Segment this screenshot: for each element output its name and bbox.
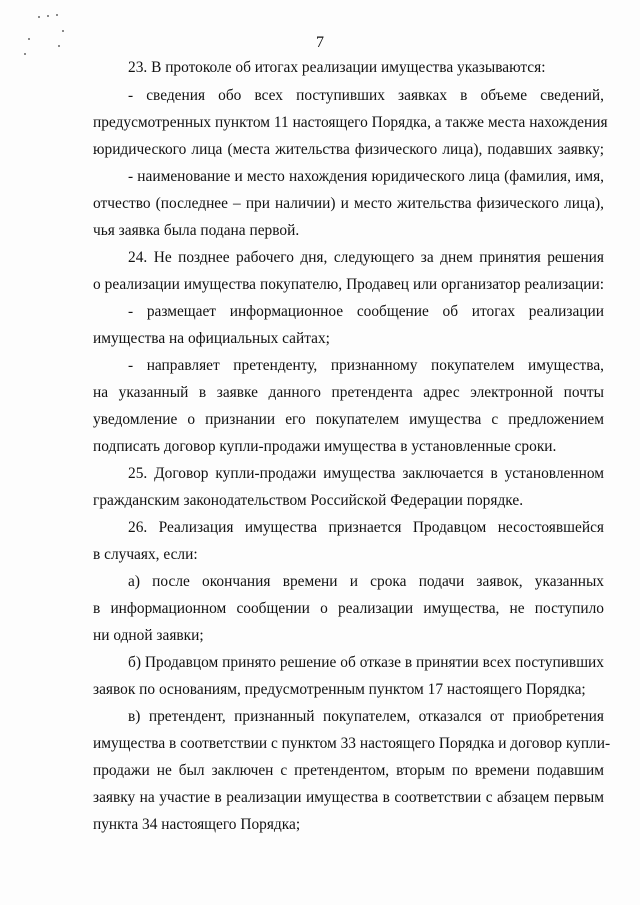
list-item-line: - размещает информационное сообщение об итогах реализации bbox=[128, 303, 604, 320]
paragraph-24-heading: 24. Не позднее рабочего дня, следующего за днем принятия решения bbox=[128, 249, 604, 266]
text-line: на указанный в заявке данного претендента адрес электронной почты bbox=[93, 384, 604, 401]
scan-speck bbox=[56, 14, 58, 16]
text-line: юридического лица (места жительства физического лица), подавших заявку; bbox=[93, 141, 604, 158]
list-item-line: б) Продавцом принято решение об отказе в принятии всех поступивших bbox=[128, 654, 604, 671]
text-line: отчество (последнее – при наличии) и место жительства физического лица), bbox=[93, 195, 604, 212]
text-line: чья заявка была подана первой. bbox=[93, 222, 300, 239]
text-line: имущества в соответствии с пунктом 33 настоящего Порядка и договор купли- bbox=[93, 735, 611, 752]
paragraph-23-heading: 23. В протоколе об итогах реализации имущества указываются: bbox=[128, 59, 546, 76]
text-line: пункта 34 настоящего Порядка; bbox=[93, 816, 301, 833]
list-item-line: в) претендент, признанный покупателем, отказался от приобретения bbox=[128, 708, 604, 725]
text-line: уведомление о признании его покупателем имущества с предложением bbox=[93, 411, 604, 428]
text-line: в случаях, если: bbox=[93, 546, 198, 563]
text-line: продажи не был заключен с претендентом, вторым по времени подавшим bbox=[93, 762, 604, 779]
list-item-line: - наименование и место нахождения юридического лица (фамилия, имя, bbox=[128, 168, 604, 185]
scan-speck bbox=[47, 15, 49, 17]
scan-speck bbox=[38, 16, 40, 18]
text-line: заявку на участие в реализации имущества в соответствии с абзацем первым bbox=[93, 789, 604, 806]
text-line: гражданским законодательством Российской Федерации порядке. bbox=[93, 492, 524, 509]
scan-speck bbox=[62, 30, 64, 32]
paragraph-26-heading: 26. Реализация имущества признается Продавцом несостоявшейся bbox=[128, 519, 604, 536]
text-line: заявок по основаниям, предусмотренным пунктом 17 настоящего Порядка; bbox=[93, 681, 586, 698]
text-line: о реализации имущества покупателю, Продавец или организатор реализации: bbox=[93, 276, 604, 293]
text-line: предусмотренных пунктом 11 настоящего Порядка, а также места нахождения bbox=[93, 114, 608, 131]
text-line: подписать договор купли-продажи имущества в установленные сроки. bbox=[93, 438, 557, 455]
page-number: 7 bbox=[316, 34, 324, 51]
list-item-line: - направляет претенденту, признанному покупателем имущества, bbox=[128, 357, 604, 374]
text-line: имущества на официальных сайтах; bbox=[93, 330, 330, 347]
list-item-line: - сведения обо всех поступивших заявках в объеме сведений, bbox=[128, 87, 604, 104]
scan-speck bbox=[24, 53, 26, 55]
text-line: ни одной заявки; bbox=[93, 627, 204, 644]
list-item-line: а) после окончания времени и срока подачи заявок, указанных bbox=[128, 573, 604, 590]
text-line: в информационном сообщении о реализации имущества, не поступило bbox=[93, 600, 604, 617]
paragraph-25-heading: 25. Договор купли-продажи имущества заключается в установленном bbox=[128, 465, 604, 482]
